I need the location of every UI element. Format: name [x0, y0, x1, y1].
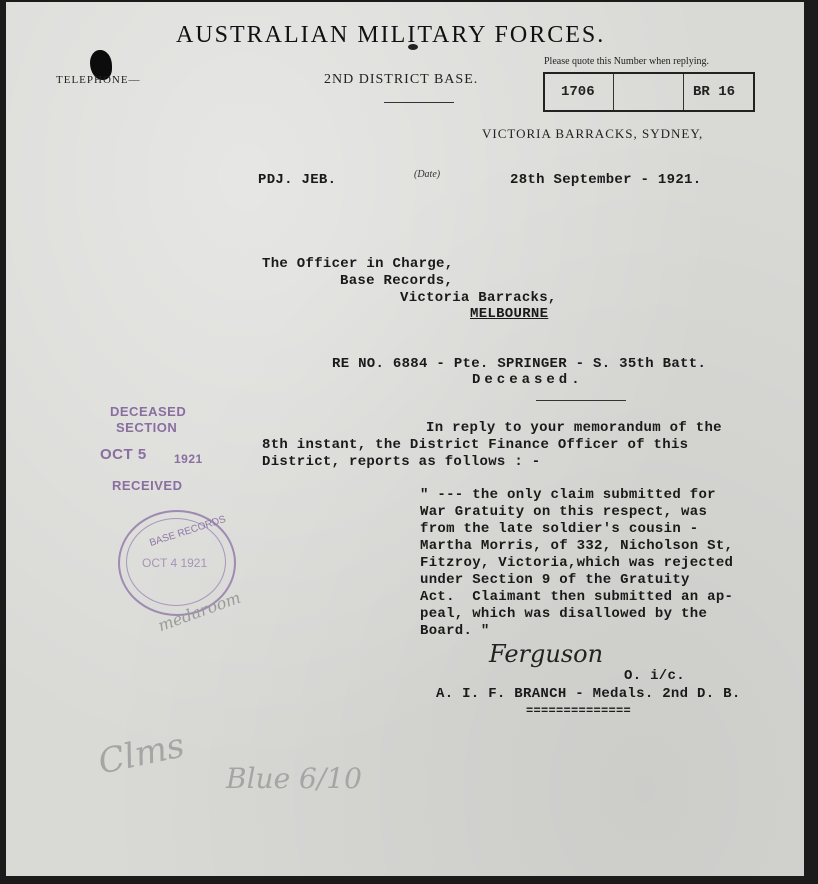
- quoted-report: " --- the only claim submitted for War Gratuity on this respect, was from the late soldier's cousin - Martha Morris, of 332, Nicholson St, Fitzroy, Victoria,which was rejected under Section 9 of the Gratuity Act. Claimant then submitted an ap- peal, which was disallowed by the Board. ": [420, 487, 734, 639]
- addressee-line: Base Records,: [340, 273, 454, 289]
- pencil-annotation: Clms: [94, 725, 188, 783]
- pencil-annotation: medaroom: [155, 587, 244, 636]
- letterhead-title: AUSTRALIAN MILITARY FORCES.: [176, 22, 606, 48]
- base-records-stamp-date: OCT 4 1921: [142, 556, 208, 570]
- base-records-stamp-text: BASE RECORDS: [148, 513, 228, 550]
- date-label: (Date): [414, 169, 441, 180]
- received-stamp-line: SECTION: [116, 420, 178, 435]
- district-label: 2ND DISTRICT BASE.: [324, 72, 479, 87]
- reference-code: BR 16: [693, 84, 736, 100]
- reference-box: [543, 72, 755, 112]
- subject-line: RE NO. 6884 - Pte. SPRINGER - S. 35th Batt.: [332, 356, 707, 372]
- reference-number: 1706: [561, 84, 595, 100]
- body-line: 8th instant, the District Finance Officer of this: [262, 437, 689, 453]
- body-line: In reply to your memorandum of the: [426, 420, 722, 436]
- divider: [384, 102, 454, 103]
- telephone-label: TELEPHONE—: [56, 74, 141, 86]
- signatory-title: O. i/c.: [624, 668, 685, 684]
- received-stamp-date: OCT 5: [100, 446, 147, 463]
- addressee-city: MELBOURNE: [470, 306, 549, 322]
- received-stamp-year: 1921: [174, 452, 203, 466]
- letter-page: [6, 2, 804, 876]
- reference-box-divider: [683, 74, 684, 110]
- received-stamp-line: DECEASED: [110, 404, 187, 419]
- reference-box-divider: [613, 74, 614, 110]
- pencil-annotation: Blue 6/10: [226, 762, 362, 795]
- quote-number-note: Please quote this Number when replying.: [544, 56, 709, 67]
- typist-initials: PDJ. JEB.: [258, 172, 337, 188]
- body-line: District, reports as follows : -: [262, 454, 541, 470]
- underline-rule: ==============: [526, 704, 632, 718]
- signature: Ferguson: [489, 640, 604, 668]
- letter-date: 28th September - 1921.: [510, 172, 702, 188]
- divider: [536, 400, 626, 401]
- sender-address: VICTORIA BARRACKS, SYDNEY,: [482, 126, 704, 141]
- subject-status: Deceased.: [472, 372, 584, 388]
- addressee-line: The Officer in Charge,: [262, 256, 454, 272]
- addressee-line: Victoria Barracks,: [400, 290, 557, 306]
- branch-line: A. I. F. BRANCH - Medals. 2nd D. B.: [436, 686, 741, 702]
- received-stamp-line: RECEIVED: [112, 478, 183, 493]
